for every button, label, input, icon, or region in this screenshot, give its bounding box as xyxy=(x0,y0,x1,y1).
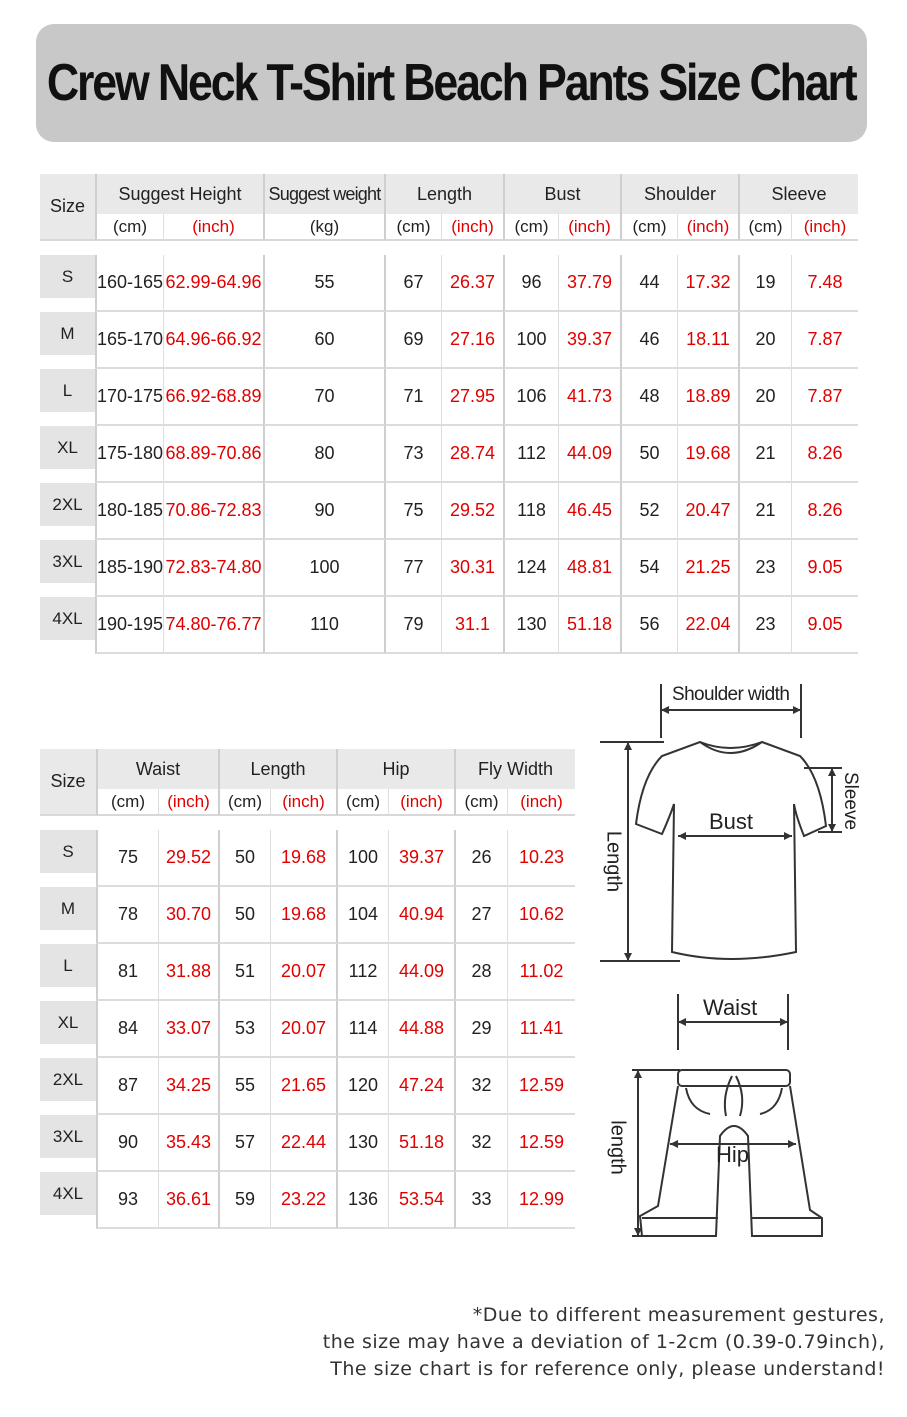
shoulder-width-label: Shoulder width xyxy=(672,684,790,705)
value-cell: 31.1 xyxy=(441,597,503,654)
value-cell: 48 xyxy=(620,369,677,426)
value-cell: 30.70 xyxy=(158,887,218,944)
table-row xyxy=(40,830,575,887)
value-cell: 29.52 xyxy=(441,483,503,540)
unit-cm: (cm) xyxy=(503,214,558,241)
unit-cm: (cm) xyxy=(218,789,270,816)
value-cell: 11.41 xyxy=(507,1001,575,1058)
value-cell: 68.89-70.86 xyxy=(163,426,263,483)
value-cell: 9.05 xyxy=(791,540,858,597)
value-cell: 48.81 xyxy=(558,540,620,597)
table-row xyxy=(40,944,575,1001)
unit-cm: (cm) xyxy=(95,214,163,241)
table-row xyxy=(40,255,858,312)
value-cell: 18.11 xyxy=(677,312,738,369)
value-cell: 47.24 xyxy=(388,1058,454,1115)
sleeve-label: Sleeve xyxy=(840,771,861,831)
value-cell: 185-190 xyxy=(95,540,163,597)
value-cell: 87 xyxy=(96,1058,158,1115)
value-cell: 21 xyxy=(738,426,791,483)
size-cell: 4XL xyxy=(40,1172,96,1229)
value-cell: 114 xyxy=(336,1001,388,1058)
unit-cm: (cm) xyxy=(336,789,388,816)
shirt-units-row xyxy=(40,214,858,241)
size-cell: 3XL xyxy=(40,1115,96,1172)
pants-header-row xyxy=(40,749,575,789)
value-cell: 51.18 xyxy=(558,597,620,654)
header-weight: Suggest weight xyxy=(263,174,384,214)
value-cell: 20 xyxy=(738,369,791,426)
value-cell: 17.32 xyxy=(677,255,738,312)
value-cell: 20.07 xyxy=(270,1001,336,1058)
value-cell: 71 xyxy=(384,369,441,426)
value-cell: 50 xyxy=(218,887,270,944)
unit-inch: (inch) xyxy=(791,214,858,241)
table-row xyxy=(40,312,858,369)
unit-cm: (cm) xyxy=(620,214,677,241)
table-row xyxy=(40,426,858,483)
value-cell: 75 xyxy=(384,483,441,540)
value-cell: 53.54 xyxy=(388,1172,454,1229)
value-cell: 59 xyxy=(218,1172,270,1229)
size-cell: 2XL xyxy=(40,483,95,540)
value-cell: 28 xyxy=(454,944,507,1001)
unit-inch: (inch) xyxy=(677,214,738,241)
value-cell: 66.92-68.89 xyxy=(163,369,263,426)
size-cell: XL xyxy=(40,426,95,483)
value-cell: 84 xyxy=(96,1001,158,1058)
value-cell: 51.18 xyxy=(388,1115,454,1172)
footnote-line: The size chart is for reference only, please understand! xyxy=(330,1358,885,1380)
value-cell: 34.25 xyxy=(158,1058,218,1115)
hip-label: Hip xyxy=(716,1142,750,1167)
value-cell: 190-195 xyxy=(95,597,163,654)
waist-label: Waist xyxy=(703,995,758,1020)
value-cell: 118 xyxy=(503,483,558,540)
value-cell: 175-180 xyxy=(95,426,163,483)
value-cell: 23 xyxy=(738,540,791,597)
value-cell: 7.87 xyxy=(791,369,858,426)
value-cell: 70 xyxy=(263,369,384,426)
value-cell: 70.86-72.83 xyxy=(163,483,263,540)
table-row xyxy=(40,597,858,654)
value-cell: 50 xyxy=(620,426,677,483)
value-cell: 39.37 xyxy=(388,830,454,887)
value-cell: 11.02 xyxy=(507,944,575,1001)
value-cell: 104 xyxy=(336,887,388,944)
value-cell: 8.26 xyxy=(791,483,858,540)
unit-cm: (cm) xyxy=(454,789,507,816)
size-cell: L xyxy=(40,944,96,1001)
pants-length-label: length xyxy=(606,1120,629,1175)
value-cell: 7.87 xyxy=(791,312,858,369)
value-cell: 100 xyxy=(503,312,558,369)
value-cell: 9.05 xyxy=(791,597,858,654)
shirt-size-table xyxy=(40,174,858,654)
value-cell: 41.73 xyxy=(558,369,620,426)
value-cell: 32 xyxy=(454,1058,507,1115)
value-cell: 27 xyxy=(454,887,507,944)
value-cell: 67 xyxy=(384,255,441,312)
header-sleeve: Sleeve xyxy=(738,174,858,214)
value-cell: 180-185 xyxy=(95,483,163,540)
value-cell: 33 xyxy=(454,1172,507,1229)
size-cell: L xyxy=(40,369,95,426)
header-fly-width: Fly Width xyxy=(454,749,575,789)
table-row xyxy=(40,1001,575,1058)
unit-inch: (inch) xyxy=(441,214,503,241)
unit-cm: (cm) xyxy=(96,789,158,816)
value-cell: 30.31 xyxy=(441,540,503,597)
value-cell: 112 xyxy=(336,944,388,1001)
unit-inch: (inch) xyxy=(388,789,454,816)
footnote-line: the size may have a deviation of 1-2cm (0.39-0.79inch), xyxy=(322,1331,885,1353)
value-cell: 53 xyxy=(218,1001,270,1058)
size-cell: 3XL xyxy=(40,540,95,597)
unit-inch: (inch) xyxy=(270,789,336,816)
value-cell: 79 xyxy=(384,597,441,654)
value-cell: 20.07 xyxy=(270,944,336,1001)
value-cell: 77 xyxy=(384,540,441,597)
table-row xyxy=(40,540,858,597)
header-shoulder: Shoulder xyxy=(620,174,738,214)
value-cell: 60 xyxy=(263,312,384,369)
footnote-line: *Due to different measurement gestures, xyxy=(472,1304,885,1326)
value-cell: 44.09 xyxy=(388,944,454,1001)
footnote xyxy=(323,1302,885,1383)
value-cell: 74.80-76.77 xyxy=(163,597,263,654)
value-cell: 18.89 xyxy=(677,369,738,426)
value-cell: 69 xyxy=(384,312,441,369)
value-cell: 55 xyxy=(263,255,384,312)
header-waist: Waist xyxy=(96,749,218,789)
size-cell: S xyxy=(40,255,95,312)
value-cell: 26 xyxy=(454,830,507,887)
value-cell: 130 xyxy=(336,1115,388,1172)
header-length: Length xyxy=(218,749,336,789)
value-cell: 130 xyxy=(503,597,558,654)
value-cell: 20.47 xyxy=(677,483,738,540)
value-cell: 54 xyxy=(620,540,677,597)
table-row xyxy=(40,1172,575,1229)
value-cell: 21.25 xyxy=(677,540,738,597)
value-cell: 106 xyxy=(503,369,558,426)
page-title: Crew Neck T-Shirt Beach Pants Size Chart xyxy=(47,54,856,112)
unit-inch: (inch) xyxy=(507,789,575,816)
table-row xyxy=(40,1115,575,1172)
value-cell: 136 xyxy=(336,1172,388,1229)
value-cell: 26.37 xyxy=(441,255,503,312)
unit-inch: (inch) xyxy=(163,214,263,241)
unit-kg: (kg) xyxy=(263,214,384,241)
unit-cm: (cm) xyxy=(384,214,441,241)
value-cell: 10.23 xyxy=(507,830,575,887)
value-cell: 28.74 xyxy=(441,426,503,483)
value-cell: 90 xyxy=(263,483,384,540)
value-cell: 19.68 xyxy=(677,426,738,483)
value-cell: 90 xyxy=(96,1115,158,1172)
value-cell: 29 xyxy=(454,1001,507,1058)
value-cell: 46.45 xyxy=(558,483,620,540)
value-cell: 124 xyxy=(503,540,558,597)
value-cell: 36.61 xyxy=(158,1172,218,1229)
value-cell: 160-165 xyxy=(95,255,163,312)
pants-diagram xyxy=(600,986,850,1246)
size-cell: 4XL xyxy=(40,597,95,654)
pants-size-table xyxy=(40,749,575,1229)
value-cell: 27.16 xyxy=(441,312,503,369)
value-cell: 80 xyxy=(263,426,384,483)
title-banner xyxy=(36,24,867,142)
unit-cm: (cm) xyxy=(738,214,791,241)
value-cell: 7.48 xyxy=(791,255,858,312)
value-cell: 10.62 xyxy=(507,887,575,944)
value-cell: 62.99-64.96 xyxy=(163,255,263,312)
value-cell: 39.37 xyxy=(558,312,620,369)
value-cell: 33.07 xyxy=(158,1001,218,1058)
table-row xyxy=(40,887,575,944)
header-bust: Bust xyxy=(503,174,620,214)
value-cell: 46 xyxy=(620,312,677,369)
length-label: Length xyxy=(602,830,625,893)
table-row xyxy=(40,369,858,426)
value-cell: 55 xyxy=(218,1058,270,1115)
value-cell: 22.04 xyxy=(677,597,738,654)
value-cell: 93 xyxy=(96,1172,158,1229)
table-row xyxy=(40,483,858,540)
header-length: Length xyxy=(384,174,503,214)
value-cell: 37.79 xyxy=(558,255,620,312)
value-cell: 100 xyxy=(336,830,388,887)
value-cell: 8.26 xyxy=(791,426,858,483)
header-hip: Hip xyxy=(336,749,454,789)
unit-inch: (inch) xyxy=(558,214,620,241)
pants-units-row xyxy=(40,789,575,816)
value-cell: 12.59 xyxy=(507,1115,575,1172)
value-cell: 75 xyxy=(96,830,158,887)
shirt-header-row xyxy=(40,174,858,214)
value-cell: 44.88 xyxy=(388,1001,454,1058)
size-cell: 2XL xyxy=(40,1058,96,1115)
value-cell: 12.99 xyxy=(507,1172,575,1229)
value-cell: 40.94 xyxy=(388,887,454,944)
value-cell: 56 xyxy=(620,597,677,654)
value-cell: 19.68 xyxy=(270,887,336,944)
size-cell: XL xyxy=(40,1001,96,1058)
unit-inch: (inch) xyxy=(158,789,218,816)
value-cell: 51 xyxy=(218,944,270,1001)
value-cell: 44 xyxy=(620,255,677,312)
value-cell: 21.65 xyxy=(270,1058,336,1115)
size-header: Size xyxy=(40,749,96,816)
size-cell: M xyxy=(40,312,95,369)
value-cell: 52 xyxy=(620,483,677,540)
value-cell: 32 xyxy=(454,1115,507,1172)
size-header: Size xyxy=(40,174,95,241)
value-cell: 64.96-66.92 xyxy=(163,312,263,369)
size-cell: M xyxy=(40,887,96,944)
value-cell: 44.09 xyxy=(558,426,620,483)
value-cell: 165-170 xyxy=(95,312,163,369)
value-cell: 23 xyxy=(738,597,791,654)
value-cell: 31.88 xyxy=(158,944,218,1001)
value-cell: 23.22 xyxy=(270,1172,336,1229)
value-cell: 19 xyxy=(738,255,791,312)
value-cell: 72.83-74.80 xyxy=(163,540,263,597)
value-cell: 21 xyxy=(738,483,791,540)
value-cell: 96 xyxy=(503,255,558,312)
value-cell: 57 xyxy=(218,1115,270,1172)
value-cell: 100 xyxy=(263,540,384,597)
value-cell: 20 xyxy=(738,312,791,369)
value-cell: 73 xyxy=(384,426,441,483)
value-cell: 78 xyxy=(96,887,158,944)
value-cell: 19.68 xyxy=(270,830,336,887)
bust-label: Bust xyxy=(709,809,754,834)
value-cell: 12.59 xyxy=(507,1058,575,1115)
value-cell: 170-175 xyxy=(95,369,163,426)
header-height: Suggest Height xyxy=(95,174,263,214)
size-cell: S xyxy=(40,830,96,887)
value-cell: 27.95 xyxy=(441,369,503,426)
value-cell: 120 xyxy=(336,1058,388,1115)
table-row xyxy=(40,1058,575,1115)
value-cell: 112 xyxy=(503,426,558,483)
value-cell: 35.43 xyxy=(158,1115,218,1172)
value-cell: 22.44 xyxy=(270,1115,336,1172)
value-cell: 50 xyxy=(218,830,270,887)
value-cell: 81 xyxy=(96,944,158,1001)
value-cell: 110 xyxy=(263,597,384,654)
value-cell: 29.52 xyxy=(158,830,218,887)
